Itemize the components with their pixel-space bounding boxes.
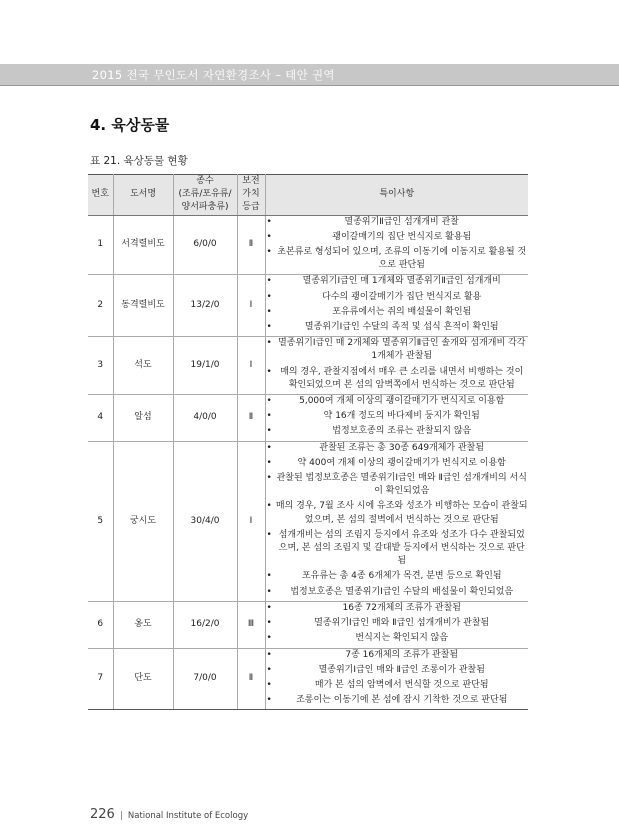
cell-species: 7/0/0 xyxy=(173,648,237,710)
table-row xyxy=(88,601,528,648)
cell-grade: Ⅰ xyxy=(237,337,265,395)
cell-species: 13/2/0 xyxy=(173,275,237,337)
remark-item: • 5,000여 개체 이상의 괭이갈매기가 번식지로 이용함 xyxy=(266,395,529,408)
cell-no: 7 xyxy=(88,648,113,710)
remark-item: • 매가 본 섬의 암벽에서 번식할 것으로 판단됨 xyxy=(266,679,529,692)
cell-grade: Ⅱ xyxy=(237,215,265,275)
remarks-list xyxy=(266,275,529,334)
remark-item: • 포유류에서는 쥐의 배설물이 확인됨 xyxy=(266,306,529,319)
remark-item: • 매의 경우, 관찰지점에서 매우 큰 소리를 내면서 비행하는 것이 확인되었으며 본 섬의 암벽쪽에서 번식하는 것으로 판단됨 xyxy=(266,366,529,392)
remark-item: • 멸종위기Ⅰ급인 수달의 족적 및 섭식 흔적이 확인됨 xyxy=(266,321,529,334)
remark-item: • 7종 16개체의 조류가 관찰됨 xyxy=(266,649,529,662)
cell-grade: Ⅰ xyxy=(237,275,265,337)
header-species-line: (조류/포유류/ xyxy=(178,189,232,200)
cell-remarks xyxy=(265,337,528,395)
remark-item: • 법정보호종은 멸종위기Ⅰ급인 수달의 배설물이 확인되었음 xyxy=(266,586,529,599)
page-number: 226 xyxy=(90,807,115,822)
cell-grade: Ⅱ xyxy=(237,648,265,710)
cell-no: 1 xyxy=(88,215,113,275)
header-species-line: 종수 xyxy=(196,176,214,186)
cell-island: 궁시도 xyxy=(113,441,173,601)
cell-island: 서격렬비도 xyxy=(113,215,173,275)
remarks-list xyxy=(266,442,529,599)
cell-grade: Ⅰ xyxy=(237,441,265,601)
cell-species: 30/4/0 xyxy=(173,441,237,601)
remark-item: • 관찰된 조류는 총 30종 649개체가 관찰됨 xyxy=(266,442,529,455)
header-grade xyxy=(237,175,265,216)
remark-item: • 초본류로 형성되어 있으며, 조류의 이동기에 이동지로 활용될 것으로 판단됨 xyxy=(266,246,529,272)
remarks-list xyxy=(266,337,529,392)
remark-item: • 법정보호종의 조류는 관찰되지 않음 xyxy=(266,425,529,438)
table-body xyxy=(88,215,528,710)
cell-species: 4/0/0 xyxy=(173,395,237,442)
header-divider xyxy=(0,85,619,86)
remark-item: • 약 16개 정도의 바다제비 둥지가 확인됨 xyxy=(266,410,529,423)
remark-item: • 섬개개비는 섬의 조림지 등지에서 유조와 성조가 다수 관찰되었으며, 본 섬의 조림지 및 갈대밭 등지에서 번식하는 것으로 판단됨 xyxy=(266,529,529,569)
header-island: 도서명 xyxy=(113,175,173,216)
header-grade-line: 보전 xyxy=(242,176,260,186)
remarks-list xyxy=(266,395,529,439)
cell-no: 4 xyxy=(88,395,113,442)
remark-item: • 괭이갈매기의 집단 번식지로 활용됨 xyxy=(266,231,529,244)
table-row xyxy=(88,275,528,337)
table-row xyxy=(88,395,528,442)
footer-separator: | xyxy=(119,811,123,821)
cell-island: 알섬 xyxy=(113,395,173,442)
header-species xyxy=(173,175,237,216)
cell-remarks xyxy=(265,601,528,648)
remark-item: • 멸종위기Ⅰ급인 매 1개체와 멸종위기Ⅱ급인 섬개개비 xyxy=(266,275,529,288)
cell-island: 단도 xyxy=(113,648,173,710)
cell-no: 3 xyxy=(88,337,113,395)
header-no: 번호 xyxy=(88,175,113,216)
section-title: 4. 육상동물 xyxy=(90,116,170,134)
remark-item: • 매의 경우, 7월 조사 시에 유조와 성조가 비행하는 모습이 관찰되었으며, 본 섬의 절벽에서 번식하는 것으로 판단됨 xyxy=(266,500,529,526)
cell-grade: Ⅱ xyxy=(237,395,265,442)
remark-item: • 다수의 괭이갈매기가 집단 번식지로 활용 xyxy=(266,291,529,304)
header-grade-line: 등급 xyxy=(242,202,260,213)
cell-island: 석도 xyxy=(113,337,173,395)
header-species-line: 양서파충류) xyxy=(181,202,229,213)
cell-species: 19/1/0 xyxy=(173,337,237,395)
table-caption: 표 21. 육상동물 현황 xyxy=(90,155,188,167)
cell-remarks xyxy=(265,648,528,710)
institute-name: National Institute of Ecology xyxy=(127,811,249,821)
cell-grade: Ⅲ xyxy=(237,601,265,648)
table-row xyxy=(88,337,528,395)
cell-no: 6 xyxy=(88,601,113,648)
remarks-list xyxy=(266,216,529,273)
remark-item: • 번식지는 확인되지 않음 xyxy=(266,632,529,645)
cell-remarks xyxy=(265,215,528,275)
table-row xyxy=(88,215,528,275)
cell-island: 동격렬비도 xyxy=(113,275,173,337)
remark-item: • 16종 72개체의 조류가 관찰됨 xyxy=(266,602,529,615)
remark-item: • 관찰된 법정보호종은 멸종위기Ⅰ급인 매와 Ⅱ급인 섬개개비의 서식이 확인되었음 xyxy=(266,472,529,498)
cell-no: 5 xyxy=(88,441,113,601)
fauna-status-table xyxy=(88,174,528,710)
remarks-list xyxy=(266,649,529,708)
remark-item: • 멸종위기Ⅰ급인 매와 Ⅱ급인 조롱이가 관찰됨 xyxy=(266,664,529,677)
remarks-list xyxy=(266,602,529,646)
remark-item: • 멸종위기Ⅰ급인 매와 Ⅱ급인 섬개개비가 관찰됨 xyxy=(266,617,529,630)
cell-island: 옹도 xyxy=(113,601,173,648)
remark-item: • 멸종위기Ⅱ급인 섬개개비 관찰 xyxy=(266,216,529,229)
table-row xyxy=(88,441,528,601)
remark-item: • 조롱이는 이동기에 본 섬에 잠시 기착한 것으로 판단됨 xyxy=(266,694,529,707)
table-header-row xyxy=(88,175,528,216)
header-grade-line: 가치 xyxy=(242,189,260,200)
table-row xyxy=(88,648,528,710)
running-header-title: 2015 전국 무인도서 자연환경조사 – 태안 권역 xyxy=(92,68,335,82)
page-footer xyxy=(90,803,248,822)
cell-remarks xyxy=(265,441,528,601)
cell-species: 16/2/0 xyxy=(173,601,237,648)
remark-item: • 멸종위기Ⅰ급인 매 2개체와 멸종위기Ⅱ급인 솔개와 섬개개비 각각 1개체가 관찰됨 xyxy=(266,337,529,363)
cell-species: 6/0/0 xyxy=(173,215,237,275)
remark-item: • 포유류는 총 4종 6개체가 목견, 분변 등으로 확인됨 xyxy=(266,570,529,583)
cell-remarks xyxy=(265,275,528,337)
cell-no: 2 xyxy=(88,275,113,337)
remark-item: • 약 400여 개체 이상의 괭이갈매기가 번식지로 이용함 xyxy=(266,457,529,470)
header-remarks: 특이사항 xyxy=(265,175,528,216)
cell-remarks xyxy=(265,395,528,442)
